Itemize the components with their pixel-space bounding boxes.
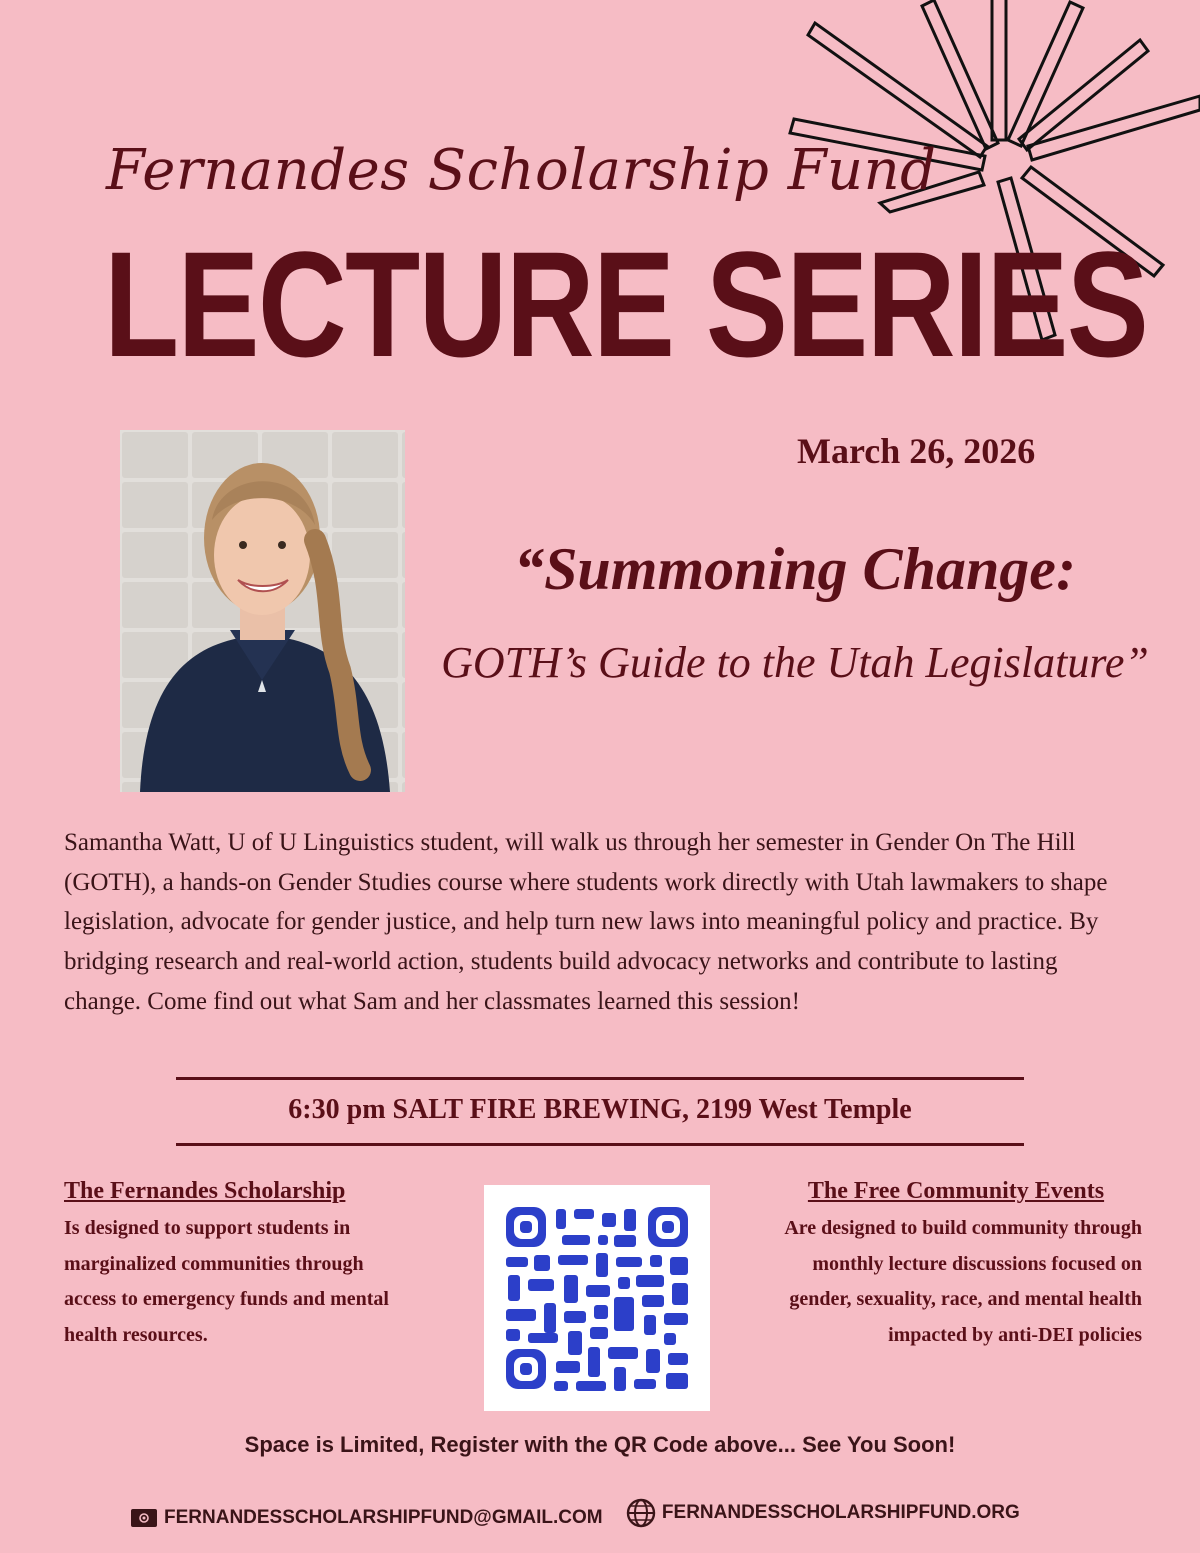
event-description: Samantha Watt, U of U Linguistics student, will walk us through her semester in Gender On The Hill (GOTH), a hands-on Gender Studies course where students work directly with Utah lawmakers to shape legislation, advocate for gender justice, and help turn new laws into meaningful policy and practice. By bridging research and real-world action, students build advocacy networks and contribute to lasting change. Come find out what Sam and her classmates learned this session! [64,829,1108,1015]
register-qr-code[interactable] [484,1185,710,1411]
scholarship-body: Is designed to support students in marginalized communities through access to emergency funds and mental health resources. [64,1217,389,1346]
community-heading: The Free Community Events [807,1178,1105,1204]
contact-row [130,1498,1020,1534]
org-script-title: Fernandes Scholarship Fund [106,138,937,203]
email-icon [130,1508,158,1528]
website-contact[interactable] [626,1498,1020,1528]
speaker-portrait-illustration [120,430,405,792]
community-section [770,1178,1142,1353]
speaker-photo [120,430,405,792]
website-text: FERNANDESSCHOLARSHIPFUND.ORG [661,1502,1020,1523]
divider-top [176,1077,1024,1080]
scholarship-section [64,1178,394,1353]
community-body: Are designed to build community through monthly lecture discussions focused on gender, sexuality, race, and mental health impacted by anti-DEI policies [784,1217,1142,1346]
talk-subtitle: GOTH’s Guide to the Utah Legislature” [441,638,1149,687]
scholarship-heading: The Fernandes Scholarship [64,1178,346,1204]
qr-code-icon [484,1185,710,1411]
register-note: Space is Limited, Register with the QR Code above... See You Soon! [244,1432,956,1457]
event-date: March 26, 2026 [797,431,1036,471]
event-venue: 6:30 pm SALT FIRE BREWING, 2199 West Temple [288,1094,912,1125]
globe-icon [626,1498,656,1528]
talk-title: “Summoning Change: [514,536,1076,602]
divider-bottom [176,1143,1024,1146]
lecture-series-title: LECTURE SERIES [104,220,1148,388]
email-contact[interactable] [130,1507,603,1529]
email-text: FERNANDESSCHOLARSHIPFUND@GMAIL.COM [164,1507,603,1528]
